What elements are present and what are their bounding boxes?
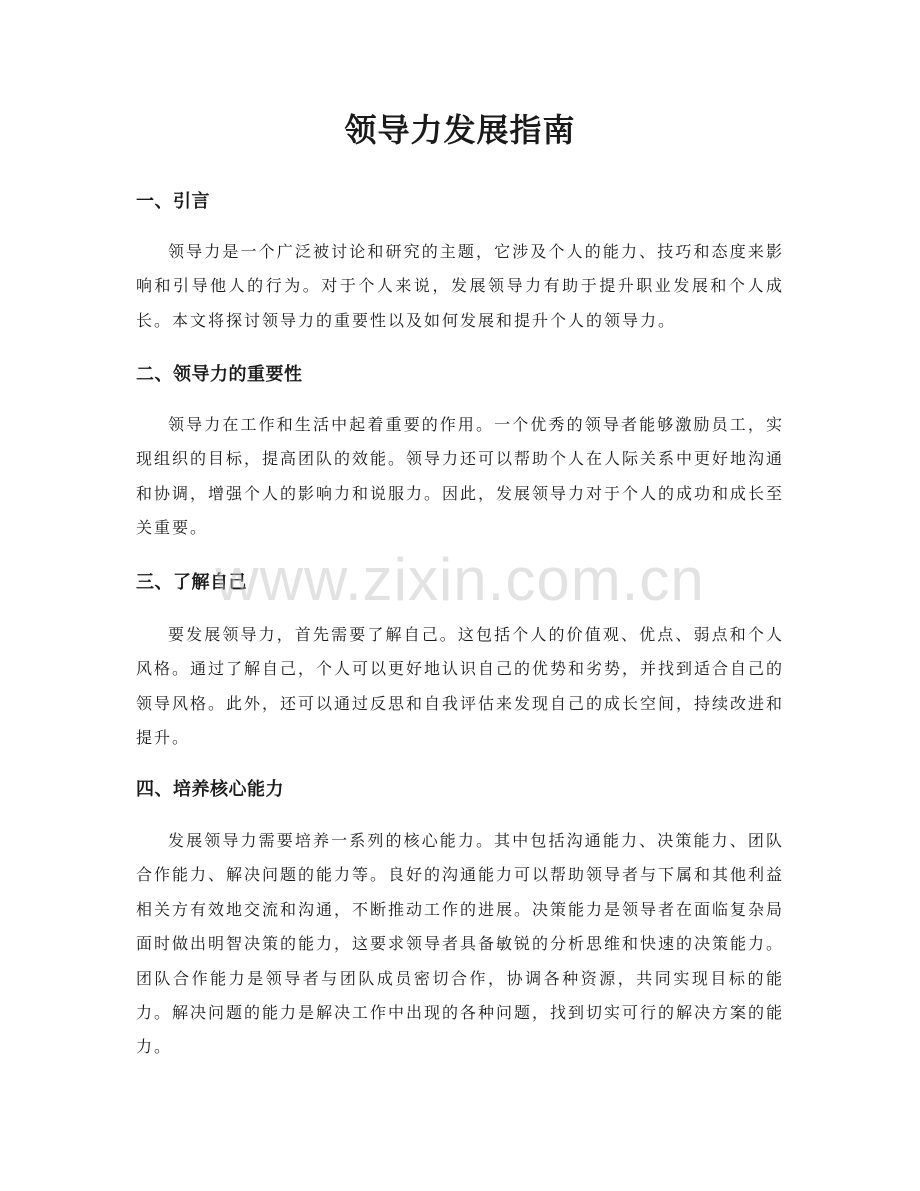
section-heading-introduction: 一、引言: [136, 191, 210, 212]
document-title: 领导力发展指南: [344, 111, 576, 149]
section-paragraph-know-yourself: 要发展领导力，首先需要了解自己。这包括个人的价值观、优点、弱点和个人风格。通过了解自己，个人可以更好地认识自己的优势和劣势，并找到适合自己的领导风格。此外，还可以通过反思和自我评估来发现自己的成长空间，持续改进和提升。: [136, 625, 785, 748]
section-paragraph-core-abilities: 发展领导力需要培养一系列的核心能力。其中包括沟通能力、决策能力、团队合作能力、解决问题的能力等。良好的沟通能力可以帮助领导者与下属和其他利益相关方有效地交流和沟通，不断推动工作的进展。决策能力是领导者在面临复杂局面时做出明智决策的能力，这要求领导者具备敏锐的分析思维和快速的决策能力。团队合作能力是领导者与团队成员密切合作，协调各种资源，共同实现目标的能力。解决问题的能力是解决工作中出现的各种问题，找到切实可行的解决方案的能力。: [136, 831, 785, 1057]
section-paragraph-introduction: 领导力是一个广泛被讨论和研究的主题，它涉及个人的能力、技巧和态度来影响和引导他人的行为。对于个人来说，发展领导力有助于提升职业发展和个人成长。本文将探讨领导力的重要性以及如何发展和提升个人的领导力。: [136, 242, 784, 330]
section-heading-importance: 二、领导力的重要性: [136, 364, 303, 385]
section-paragraph-importance: 领导力在工作和生活中起着重要的作用。一个优秀的领导者能够激励员工，实现组织的目标，提高团队的效能。领导力还可以帮助个人在人际关系中更好地沟通和协调，增强个人的影响力和说服力。因此，发展领导力对于个人的成功和成长至关重要。: [136, 415, 785, 538]
section-heading-know-yourself: 三、了解自己: [136, 572, 247, 593]
watermark: www.zixin.com.cn: [215, 546, 705, 613]
section-heading-core-abilities: 四、培养核心能力: [136, 779, 284, 800]
